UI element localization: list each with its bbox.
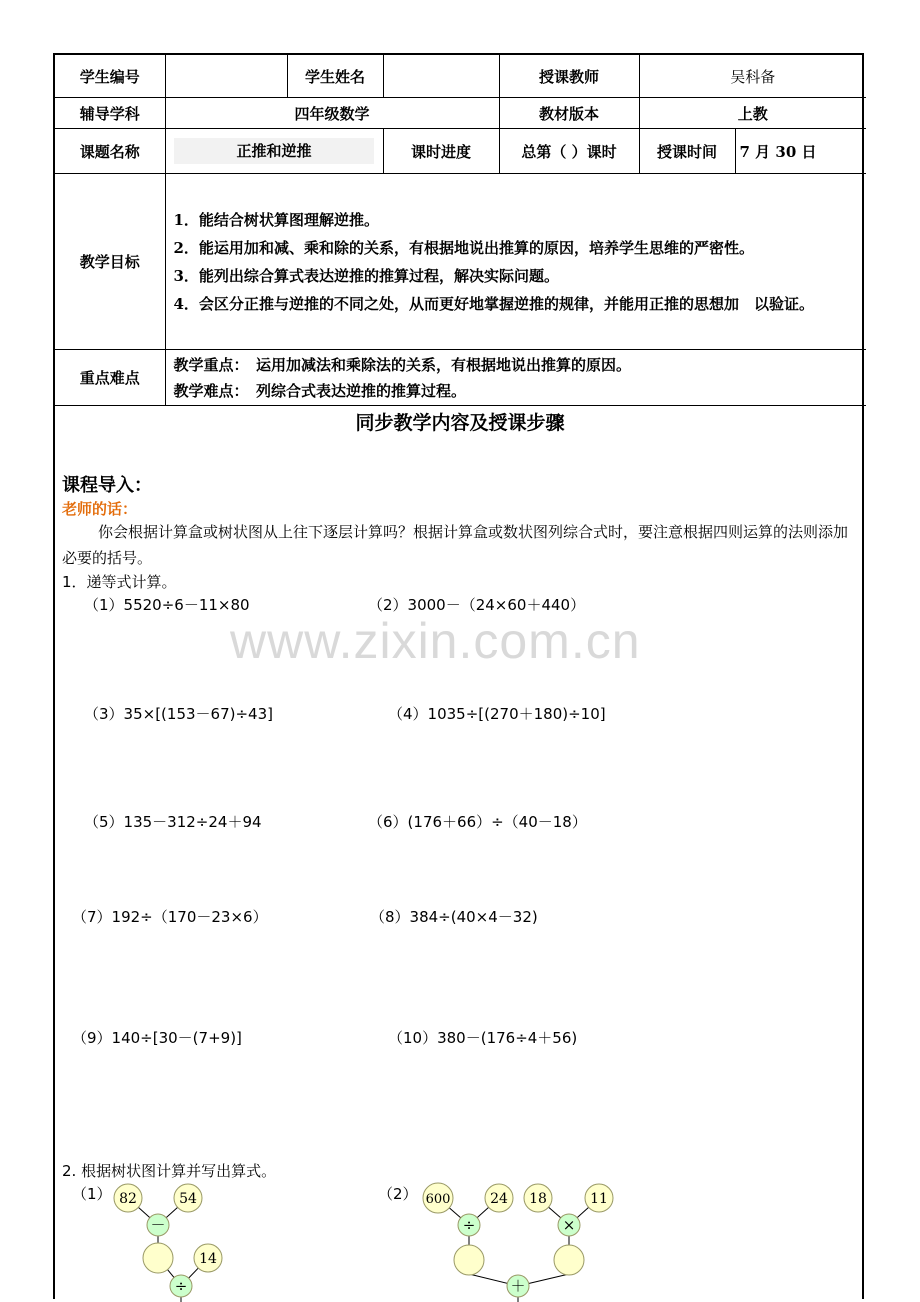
q2-title: 2. 根据树状图计算并写出算式。 bbox=[62, 1162, 277, 1180]
tree2-blank2[interactable] bbox=[554, 1245, 584, 1275]
q1-title: 1．递等式计算。 bbox=[62, 573, 177, 591]
intro-heading: 课程导入： bbox=[62, 475, 152, 496]
tree1-value-b: 54 bbox=[179, 1191, 197, 1207]
teacher-words-label: 老师的话： bbox=[62, 500, 138, 518]
key-point: 教学重点： 运用加减法和乘除法的关系，有根据地说出推算的原因。 bbox=[173, 355, 632, 374]
goals-label: 教学目标 bbox=[55, 174, 165, 350]
subject-label: 辅导学科 bbox=[55, 98, 165, 129]
goal-item: 3．能列出综合算式表达逆推的推算过程，解决实际问题。 bbox=[173, 266, 559, 285]
tree1-value-a: 82 bbox=[119, 1191, 137, 1207]
tree2-value-c: 18 bbox=[529, 1191, 547, 1207]
tree2-value-b: 24 bbox=[490, 1191, 508, 1207]
exercise-item: （2）3000－（24×60＋440） bbox=[368, 596, 586, 614]
exercise-item: （6）(176＋66）÷（40－18） bbox=[368, 813, 587, 831]
subject-value: 四年级数学 bbox=[165, 98, 499, 129]
difficulty-point: 教学难点： 列综合式表达逆推的推算过程。 bbox=[173, 381, 467, 400]
time-label: 授课时间 bbox=[639, 129, 735, 174]
goals-list bbox=[165, 174, 866, 350]
tree1-value-c: 14 bbox=[199, 1251, 217, 1267]
tree1-op2-symbol: ÷ bbox=[174, 1277, 188, 1295]
edition-label: 教材版本 bbox=[499, 98, 639, 129]
time-value: 7 月 30 日 bbox=[735, 129, 866, 174]
goal-item: 1．能结合树状算图理解逆推。 bbox=[173, 210, 379, 229]
key-points-cell bbox=[165, 350, 866, 406]
tree2-blank1[interactable] bbox=[454, 1245, 484, 1275]
tree2-op3-symbol: ＋ bbox=[510, 1277, 526, 1295]
tree2-value-a: 600 bbox=[425, 1192, 451, 1207]
section-title: 同步教学内容及授课步骤 bbox=[355, 412, 565, 434]
exercise-item: （3）35×[(153－67)÷43] bbox=[84, 705, 273, 723]
student-id-field[interactable] bbox=[165, 55, 287, 98]
tree1-label: （1） bbox=[72, 1185, 112, 1203]
lesson-info-table bbox=[55, 55, 866, 406]
exercise-item: （10）380－(176÷4＋56) bbox=[388, 1029, 578, 1047]
tree2-op2-symbol: × bbox=[562, 1216, 576, 1234]
student-name-label: 学生姓名 bbox=[287, 55, 383, 98]
tree-diagrams bbox=[0, 1170, 920, 1302]
teacher-value: 吴科备 bbox=[639, 55, 866, 98]
tree2-label: （2） bbox=[378, 1185, 418, 1203]
exercise-item: （9）140÷[30－(7+9)] bbox=[72, 1029, 242, 1047]
teacher-label: 授课教师 bbox=[499, 55, 639, 98]
exercise-item: （5）135－312÷24＋94 bbox=[84, 813, 262, 831]
intro-paragraph: 你会根据计算盒或树状图从上往下逐层计算吗？根据计算盒或数状图列综合式时，要注意根据四则运算的法则添加必要的括号。 bbox=[62, 523, 849, 567]
tree1-blank1[interactable] bbox=[143, 1243, 173, 1273]
topic-label: 课题名称 bbox=[55, 129, 165, 174]
exercise-item: （8）384÷(40×4－32) bbox=[370, 908, 538, 926]
progress-label: 课时进度 bbox=[383, 129, 499, 174]
progress-value: 总第（ ）课时 bbox=[499, 129, 639, 174]
exercise-item: （4）1035÷[(270＋180)÷10] bbox=[388, 705, 606, 723]
student-id-label: 学生编号 bbox=[55, 55, 165, 98]
exercise-item: （1）5520÷6－11×80 bbox=[84, 596, 250, 614]
lesson-plan-page bbox=[53, 53, 864, 1299]
key-points-label: 重点难点 bbox=[55, 350, 165, 406]
tree2-op1-symbol: ÷ bbox=[462, 1216, 476, 1234]
goal-item: 2．能运用加和减、乘和除的关系，有根据地说出推算的原因，培养学生思维的严密性。 bbox=[173, 238, 754, 257]
tree1-op1-symbol: － bbox=[150, 1216, 166, 1234]
exercise-item: （7）192÷（170－23×6） bbox=[72, 908, 268, 926]
edition-value: 上教 bbox=[639, 98, 866, 129]
goal-item: 4．会区分正推与逆推的不同之处，从而更好地掌握逆推的规律，并能用正推的思想加 以验证。 bbox=[173, 294, 814, 313]
topic-cell bbox=[165, 129, 383, 174]
topic-value: 正推和逆推 bbox=[174, 138, 374, 164]
watermark: www.zixin.com.cn bbox=[230, 613, 641, 669]
tree2-value-d: 11 bbox=[590, 1191, 608, 1207]
student-name-field[interactable] bbox=[383, 55, 499, 98]
